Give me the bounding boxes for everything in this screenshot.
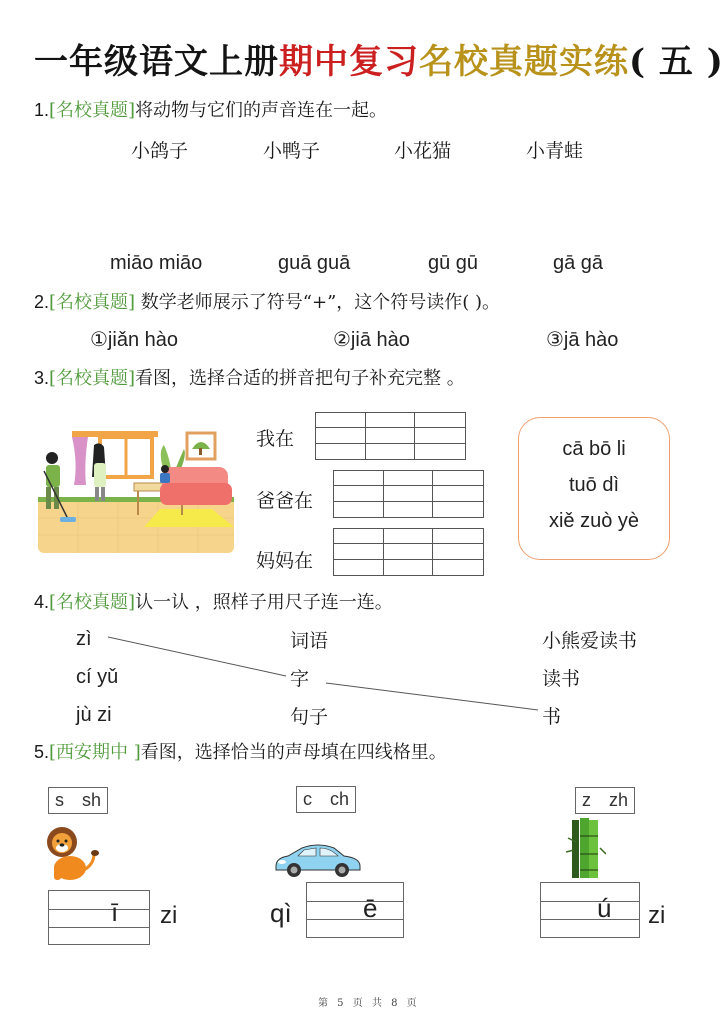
- initial-option[interactable]: c: [303, 789, 312, 809]
- animal-label[interactable]: 小青蛙: [526, 140, 584, 162]
- pinyin-choice[interactable]: tuō dì: [568, 474, 620, 496]
- initial-option[interactable]: ch: [329, 789, 349, 809]
- question-text: 数学老师展示了符号“+”，这个符号读作( )。: [135, 292, 501, 313]
- phrase[interactable]: 书: [542, 706, 562, 728]
- sentence-prompt: 妈妈在: [256, 550, 314, 572]
- four-line-grid[interactable]: [540, 882, 640, 938]
- vowel-text: ī: [111, 897, 119, 927]
- hanzi-word[interactable]: 字: [290, 668, 310, 690]
- page-number: 第 5 页 共 8 页: [318, 998, 420, 1009]
- question-tag: [西安期中 ]: [49, 742, 141, 763]
- question-number: 4.: [34, 592, 50, 612]
- question-text: 看图，选择恰当的声母填在四线格里。: [140, 742, 447, 763]
- question-number: 1.: [34, 100, 50, 120]
- animal-label[interactable]: 小鸽子: [131, 140, 189, 162]
- title-part-suffix: ( 五 ): [629, 42, 724, 82]
- initial-option[interactable]: zh: [608, 790, 628, 810]
- four-line-grid[interactable]: [306, 882, 404, 938]
- vowel-text: ú: [597, 893, 612, 923]
- initial-option[interactable]: z: [582, 790, 591, 810]
- initial-options-box: [296, 786, 356, 813]
- phrase[interactable]: 小熊爱读书: [542, 630, 638, 652]
- hanzi-word[interactable]: 词语: [290, 630, 329, 652]
- question-tag: [名校真题]: [49, 592, 136, 613]
- question-tag: [名校真题]: [49, 368, 136, 389]
- syllable-before: qì: [270, 898, 292, 928]
- option-1[interactable]: ①jiǎn hào: [90, 329, 178, 351]
- syllable-after: zi: [648, 902, 666, 929]
- syllable-after: zi: [160, 902, 178, 929]
- hanzi-word[interactable]: 句子: [290, 706, 329, 728]
- four-line-grid[interactable]: [48, 890, 150, 945]
- pinyin-choice[interactable]: xiě zuò yè: [548, 510, 640, 532]
- pinyin-choice[interactable]: cā bō li: [562, 438, 626, 460]
- question-number: 2.: [34, 292, 50, 312]
- sound-pinyin[interactable]: gū gū: [428, 252, 479, 274]
- question-tag: [名校真题]: [49, 100, 136, 121]
- bamboo-image: [566, 818, 606, 880]
- vowel-text: ē: [363, 893, 378, 923]
- initial-option[interactable]: sh: [81, 790, 101, 810]
- phrase[interactable]: 读书: [542, 668, 581, 690]
- sound-pinyin[interactable]: guā guā: [278, 252, 351, 274]
- pinyin-word[interactable]: zì: [76, 628, 92, 650]
- sound-pinyin[interactable]: gā gā: [553, 252, 604, 274]
- car-image: [272, 840, 364, 880]
- question-tag: [名校真题]: [49, 292, 136, 313]
- animal-label[interactable]: 小鸭子: [263, 140, 321, 162]
- lion-image: [46, 824, 102, 882]
- initial-option[interactable]: s: [55, 790, 64, 810]
- option-2[interactable]: ②jiā hào: [333, 329, 410, 351]
- title-part-gold: 名校真题实练: [419, 42, 629, 82]
- animal-label[interactable]: 小花猫: [394, 140, 452, 162]
- question-text: 认一认 ，照样子用尺子连一连。: [135, 592, 393, 613]
- sentence-prompt: 爸爸在: [256, 490, 314, 512]
- question-text: 看图，选择合适的拼音把句子补充完整 。: [135, 368, 465, 389]
- pinyin-word[interactable]: cí yǔ: [76, 666, 119, 688]
- question-text: 将动物与它们的声音连在一起。: [135, 100, 388, 121]
- question-number: 3.: [34, 368, 50, 388]
- question-5-heading: [34, 740, 447, 765]
- option-3[interactable]: ③jā hào: [546, 329, 619, 351]
- initial-options-box: [48, 787, 108, 814]
- sentence-prompt: 我在: [256, 428, 295, 450]
- title-part-red: 期中复习: [279, 42, 419, 82]
- sound-pinyin[interactable]: miāo miāo: [110, 252, 203, 274]
- question-number: 5.: [34, 742, 50, 762]
- pinyin-word[interactable]: jù zi: [76, 704, 112, 726]
- title-part-black: 一年级语文上册: [34, 42, 279, 82]
- initial-options-box: [575, 787, 635, 814]
